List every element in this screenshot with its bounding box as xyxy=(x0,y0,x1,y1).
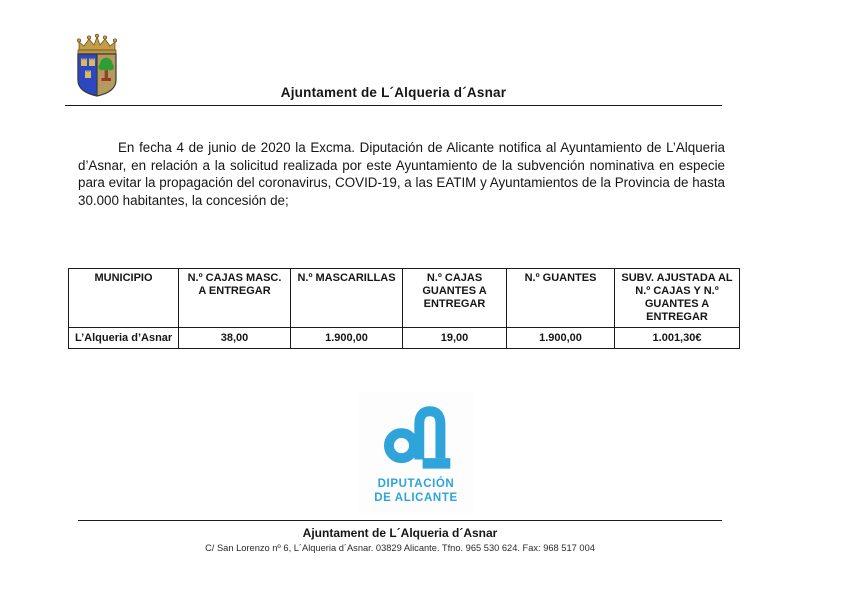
cell-cajas-guantes: 19,00 xyxy=(403,328,507,349)
cell-subv-ajustada: 1.001,30€ xyxy=(615,328,740,349)
table-data-row xyxy=(69,328,740,349)
logo-caption-line1: DIPUTACIÓN xyxy=(377,478,455,490)
table-header-row xyxy=(69,269,740,328)
cell-mascarillas: 1.900,00 xyxy=(291,328,403,349)
page-title: Ajuntament de L´Alqueria d´Asnar xyxy=(280,85,507,100)
cell-guantes: 1.900,00 xyxy=(507,328,615,349)
logo-caption-line2: DE ALICANTE xyxy=(374,492,458,504)
body-paragraph: En fecha 4 de junio de 2020 la Excma. Diputación de Alicante notifica al Ayuntamiento de L’Alqueria d’Asnar, en relación a la solicitud realizada por este Ayuntamiento de la subvención nominativa en especie para evitar la propagación del coronavirus, COVID-19, a las EATIM y Ayuntamientos de la Provincia de hasta 30.000 habitantes, la concesión de; xyxy=(78,140,725,208)
da-monogram-icon xyxy=(380,404,452,470)
footer-address: C/ San Lorenzo nº 6, L´Alqueria d´Asnar. 03829 Alicante. Tfno. 965 530 624. Fax: 968 517 004 xyxy=(205,543,595,553)
header-subv-ajustada: SUBV. AJUSTADA AL N.º CAJAS Y N.º GUANTES A ENTREGAR xyxy=(615,269,740,328)
header-municipio: MUNICIPIO xyxy=(69,269,179,328)
footer-divider xyxy=(78,520,722,521)
header-cajas-guantes: N.º CAJAS GUANTES A ENTREGAR xyxy=(403,269,507,328)
footer-title: Ajuntament de L´Alqueria d´Asnar xyxy=(302,526,498,540)
diputacion-alicante-logo xyxy=(358,392,474,514)
header-guantes: N.º GUANTES xyxy=(507,269,615,328)
header-mascarillas: N.º MASCARILLAS xyxy=(291,269,403,328)
cell-municipio: L’Alqueria d’Asnar xyxy=(69,328,179,349)
header-cajas-masc: N.º CAJAS MASC. A ENTREGAR xyxy=(179,269,291,328)
grants-table xyxy=(68,268,740,349)
cell-cajas-masc: 38,00 xyxy=(179,328,291,349)
header-divider xyxy=(65,105,722,106)
